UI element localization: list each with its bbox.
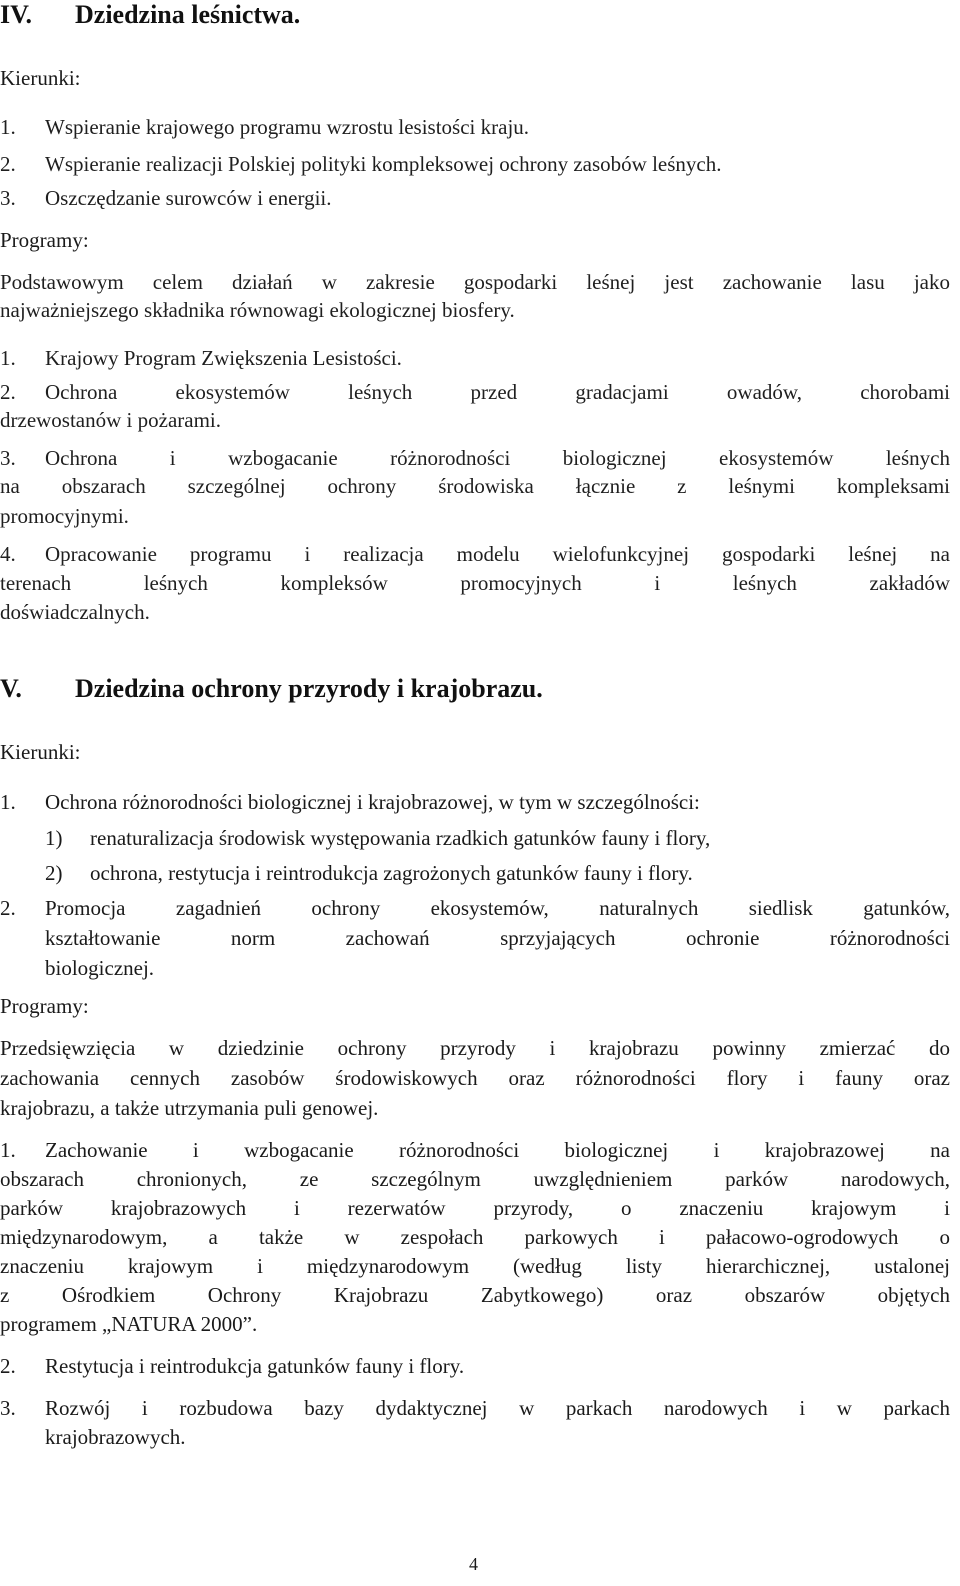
section-5-kierunek-1-sub-2: 2) ochrona, restytucja i reintrodukcja zagrożonych gatunków fauny i flory. bbox=[45, 861, 693, 885]
section-5-kierunek-2-num: 2. bbox=[0, 896, 16, 920]
section-4-program-3-line-2: na obszarach szczególnej ochrony środowiska łącznie z leśnymi kompleksami bbox=[0, 474, 950, 498]
section-4-kierunek-2: 2. Wspieranie realizacji Polskiej polityki kompleksowej ochrony zasobów leśnych. bbox=[0, 152, 722, 176]
section-5-intro-line-3: krajobrazu, a także utrzymania puli genowej. bbox=[0, 1096, 379, 1120]
section-4-heading-title: Dziedzina leśnictwa. bbox=[75, 0, 301, 29]
section-4-program-4-line-2: terenach leśnych kompleksów promocyjnych i leśnych zakładów bbox=[0, 571, 950, 595]
section-5-programy-label: Programy: bbox=[0, 994, 89, 1018]
section-5-kierunek-1: 1. Ochrona różnorodności biologicznej i krajobrazowej, w tym w szczególności: bbox=[0, 790, 700, 814]
section-4-program-4-num: 4. bbox=[0, 542, 16, 566]
section-5-program-1-line-4: międzynarodowym, a także w zespołach parkowych i pałacowo-ogrodowych o bbox=[0, 1225, 950, 1249]
section-4-intro-line-2: najważniejszego składnika równowagi ekologicznej biosfery. bbox=[0, 298, 515, 322]
section-5-heading bbox=[0, 674, 543, 704]
section-4-heading-number: IV. bbox=[0, 0, 33, 29]
section-4-programy-label: Programy: bbox=[0, 228, 89, 252]
section-4-intro-line-1: Podstawowym celem działań w zakresie gospodarki leśnej jest zachowanie lasu jako bbox=[0, 270, 950, 294]
section-5-program-3-line-1: Rozwój i rozbudowa bazy dydaktycznej w parkach narodowych i w parkach bbox=[45, 1396, 950, 1420]
section-4-program-3-line-1: Ochrona i wzbogacanie różnorodności biologicznej ekosystemów leśnych bbox=[45, 446, 950, 470]
section-5-program-3-line-2: krajobrazowych. bbox=[45, 1425, 186, 1449]
section-5-heading-number: V. bbox=[0, 674, 22, 703]
section-5-kierunek-1-sub-1: 1) renaturalizacja środowisk występowania rzadkich gatunków fauny i flory, bbox=[45, 826, 711, 850]
section-5-kierunek-2-line-1: Promocja zagadnień ochrony ekosystemów, naturalnych siedlisk gatunków, bbox=[45, 896, 950, 920]
page-number: 4 bbox=[469, 1554, 478, 1574]
section-5-kierunki-label: Kierunki: bbox=[0, 740, 81, 764]
section-4-program-4-line-1: Opracowanie programu i realizacja modelu wielofunkcyjnej gospodarki leśnej na bbox=[45, 542, 950, 566]
section-4-kierunek-1: 1. Wspieranie krajowego programu wzrostu lesistości kraju. bbox=[0, 115, 530, 139]
section-4-program-2-num: 2. bbox=[0, 380, 16, 404]
section-5-intro-line-2: zachowania cennych zasobów środowiskowych oraz różnorodności flory i fauny oraz bbox=[0, 1066, 950, 1090]
section-4-kierunek-3: 3. Oszczędzanie surowców i energii. bbox=[0, 186, 332, 210]
section-5-kierunek-2-line-2: kształtowanie norm zachowań sprzyjających ochronie różnorodności bbox=[45, 926, 950, 950]
section-4-heading bbox=[0, 0, 301, 30]
section-5-program-1-line-7: programem „NATURA 2000”. bbox=[0, 1312, 258, 1336]
section-5-heading-title: Dziedzina ochrony przyrody i krajobrazu. bbox=[75, 674, 543, 703]
section-5-program-3-num: 3. bbox=[0, 1396, 16, 1420]
section-5-program-1-line-6: z Ośrodkiem Ochrony Krajobrazu Zabytkowego) oraz obszarów objętych bbox=[0, 1283, 950, 1307]
section-4-kierunki-label: Kierunki: bbox=[0, 66, 81, 90]
section-4-program-1: 1. Krajowy Program Zwiększenia Lesistości. bbox=[0, 346, 402, 370]
section-5-kierunek-2-line-3: biologicznej. bbox=[45, 956, 155, 980]
section-4-program-2-line-2: drzewostanów i pożarami. bbox=[0, 408, 222, 432]
section-5-intro-line-1: Przedsięwzięcia w dziedzinie ochrony przyrody i krajobrazu powinny zmierzać do bbox=[0, 1036, 950, 1060]
section-4-program-3-num: 3. bbox=[0, 446, 16, 470]
section-5-program-2: 2. Restytucja i reintrodukcja gatunków fauny i flory. bbox=[0, 1354, 465, 1378]
section-5-program-1-line-3: parków krajobrazowych i rezerwatów przyrody, o znaczeniu krajowym i bbox=[0, 1196, 950, 1220]
section-5-program-1-line-1: Zachowanie i wzbogacanie różnorodności biologicznej i krajobrazowej na bbox=[45, 1138, 950, 1162]
section-4-program-2-line-1: Ochrona ekosystemów leśnych przed gradacjami owadów, chorobami bbox=[45, 380, 950, 404]
section-4-program-3-line-3: promocyjnymi. bbox=[0, 504, 129, 528]
section-5-program-1-num: 1. bbox=[0, 1138, 16, 1162]
section-5-program-1-line-5: znaczeniu krajowym i międzynarodowym (według listy hierarchicznej, ustalonej bbox=[0, 1254, 950, 1278]
section-5-program-1-line-2: obszarach chronionych, ze szczególnym uwzględnieniem parków narodowych, bbox=[0, 1167, 950, 1191]
section-4-program-4-line-3: doświadczalnych. bbox=[0, 600, 150, 624]
